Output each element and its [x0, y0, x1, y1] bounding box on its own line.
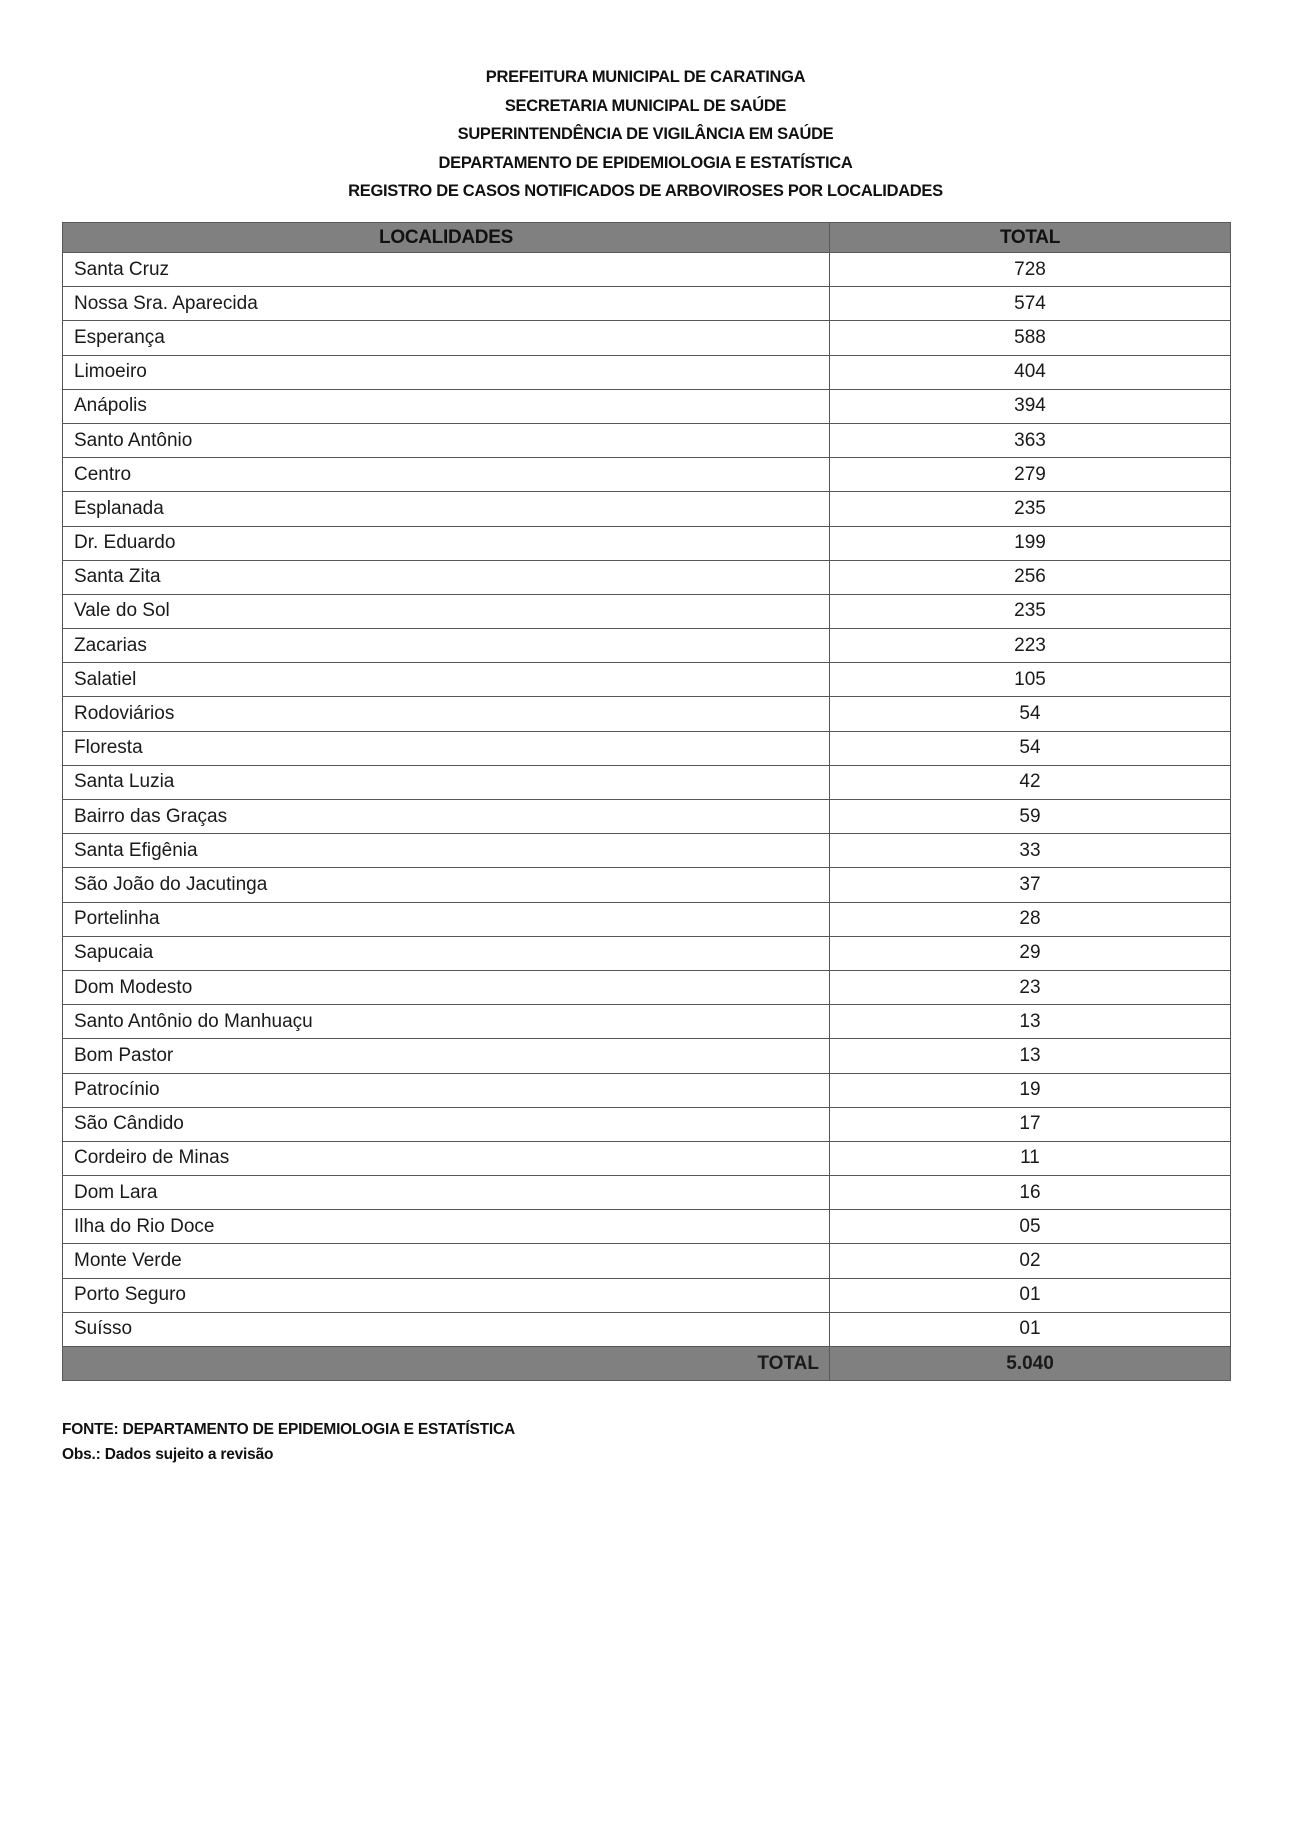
total-row [63, 1347, 1231, 1381]
localidade-cell: Monte Verde [63, 1244, 830, 1278]
table-row [63, 1141, 1231, 1175]
table-row [63, 1005, 1231, 1039]
total-cell: 01 [830, 1312, 1231, 1346]
localidade-cell: Anápolis [63, 389, 830, 423]
localidade-cell: Suísso [63, 1312, 830, 1346]
table-row [63, 868, 1231, 902]
total-cell: 23 [830, 970, 1231, 1004]
localidade-cell: Vale do Sol [63, 594, 830, 628]
localidade-cell: Cordeiro de Minas [63, 1141, 830, 1175]
localidade-cell: Bairro das Graças [63, 800, 830, 834]
table-row [63, 1039, 1231, 1073]
localidade-cell: Esperança [63, 321, 830, 355]
total-cell: 404 [830, 355, 1231, 389]
localidade-cell: Bom Pastor [63, 1039, 830, 1073]
total-cell: 59 [830, 800, 1231, 834]
table-row [63, 697, 1231, 731]
table-row [63, 834, 1231, 868]
table-row [63, 1073, 1231, 1107]
localidade-cell: Dom Modesto [63, 970, 830, 1004]
localidade-cell: Santo Antônio do Manhuaçu [63, 1005, 830, 1039]
table-row [63, 731, 1231, 765]
table-row [63, 1107, 1231, 1141]
total-cell: 394 [830, 389, 1231, 423]
footer [62, 1417, 515, 1467]
table-row [63, 492, 1231, 526]
total-cell: 54 [830, 731, 1231, 765]
total-cell: 37 [830, 868, 1231, 902]
table-header-row [63, 223, 1231, 253]
title-prefeitura: PREFEITURA MUNICIPAL DE CARATINGA [485, 68, 806, 86]
localidade-cell: Dom Lara [63, 1176, 830, 1210]
document-title-block [0, 63, 1291, 206]
table-row [63, 765, 1231, 799]
total-cell: 256 [830, 560, 1231, 594]
table-row [63, 594, 1231, 628]
title-secretaria: SECRETARIA MUNICIPAL DE SAÚDE [504, 96, 787, 115]
localidade-cell: Zacarias [63, 629, 830, 663]
table-row [63, 287, 1231, 321]
total-cell: 279 [830, 458, 1231, 492]
total-cell: 363 [830, 423, 1231, 457]
table-row [63, 1210, 1231, 1244]
localidade-cell: Patrocínio [63, 1073, 830, 1107]
column-header-localidades: LOCALIDADES [63, 223, 830, 253]
table-row [63, 1244, 1231, 1278]
total-cell: 588 [830, 321, 1231, 355]
localidade-cell: Salatiel [63, 663, 830, 697]
localidade-cell: Santa Zita [63, 560, 830, 594]
table-row [63, 1176, 1231, 1210]
table-row [63, 526, 1231, 560]
total-cell: 05 [830, 1210, 1231, 1244]
table-row [63, 629, 1231, 663]
title-departamento: DEPARTAMENTO DE EPIDEMIOLOGIA E ESTATÍSTICA [438, 153, 853, 172]
total-cell: 199 [830, 526, 1231, 560]
localidade-cell: Santa Luzia [63, 765, 830, 799]
total-cell: 235 [830, 594, 1231, 628]
total-cell: 574 [830, 287, 1231, 321]
total-cell: 17 [830, 1107, 1231, 1141]
revision-note: Obs.: Dados sujeito a revisão [62, 1446, 274, 1463]
localidade-cell: Ilha do Rio Doce [63, 1210, 830, 1244]
total-cell: 01 [830, 1278, 1231, 1312]
total-label: TOTAL [63, 1347, 830, 1381]
total-cell: 42 [830, 765, 1231, 799]
localidade-cell: Limoeiro [63, 355, 830, 389]
localidade-cell: Esplanada [63, 492, 830, 526]
cases-table [62, 222, 1231, 1381]
table-row [63, 1278, 1231, 1312]
total-value: 5.040 [830, 1347, 1231, 1381]
table-row [63, 800, 1231, 834]
localidade-cell: Sapucaia [63, 936, 830, 970]
title-superintendencia: SUPERINTENDÊNCIA DE VIGILÂNCIA EM SAÚDE [457, 125, 834, 143]
total-cell: 728 [830, 253, 1231, 287]
table-row [63, 423, 1231, 457]
total-cell: 54 [830, 697, 1231, 731]
table-row [63, 970, 1231, 1004]
localidade-cell: Santa Cruz [63, 253, 830, 287]
localidade-cell: Nossa Sra. Aparecida [63, 287, 830, 321]
table-row [63, 1312, 1231, 1346]
total-cell: 105 [830, 663, 1231, 697]
total-cell: 29 [830, 936, 1231, 970]
table-row [63, 936, 1231, 970]
total-cell: 223 [830, 629, 1231, 663]
total-cell: 13 [830, 1039, 1231, 1073]
localidade-cell: Centro [63, 458, 830, 492]
total-cell: 02 [830, 1244, 1231, 1278]
localidade-cell: Rodoviários [63, 697, 830, 731]
localidade-cell: Dr. Eduardo [63, 526, 830, 560]
total-cell: 235 [830, 492, 1231, 526]
total-cell: 19 [830, 1073, 1231, 1107]
localidade-cell: Santa Efigênia [63, 834, 830, 868]
table-row [63, 902, 1231, 936]
table-row [63, 663, 1231, 697]
table-row [63, 321, 1231, 355]
total-cell: 33 [830, 834, 1231, 868]
total-cell: 11 [830, 1141, 1231, 1175]
localidade-cell: São Cândido [63, 1107, 830, 1141]
table-row [63, 389, 1231, 423]
localidade-cell: Porto Seguro [63, 1278, 830, 1312]
total-cell: 13 [830, 1005, 1231, 1039]
localidade-cell: Floresta [63, 731, 830, 765]
total-cell: 16 [830, 1176, 1231, 1210]
source-note: FONTE: DEPARTAMENTO DE EPIDEMIOLOGIA E ESTATÍSTICA [62, 1421, 516, 1438]
table-row [63, 253, 1231, 287]
table-body [63, 253, 1231, 1381]
localidade-cell: São João do Jacutinga [63, 868, 830, 902]
title-registro: REGISTRO DE CASOS NOTIFICADOS DE ARBOVIROSES POR LOCALIDADES [348, 182, 943, 200]
total-cell: 28 [830, 902, 1231, 936]
column-header-total: TOTAL [830, 223, 1231, 253]
table-row [63, 560, 1231, 594]
localidade-cell: Portelinha [63, 902, 830, 936]
localidade-cell: Santo Antônio [63, 423, 830, 457]
table-row [63, 458, 1231, 492]
table-row [63, 355, 1231, 389]
